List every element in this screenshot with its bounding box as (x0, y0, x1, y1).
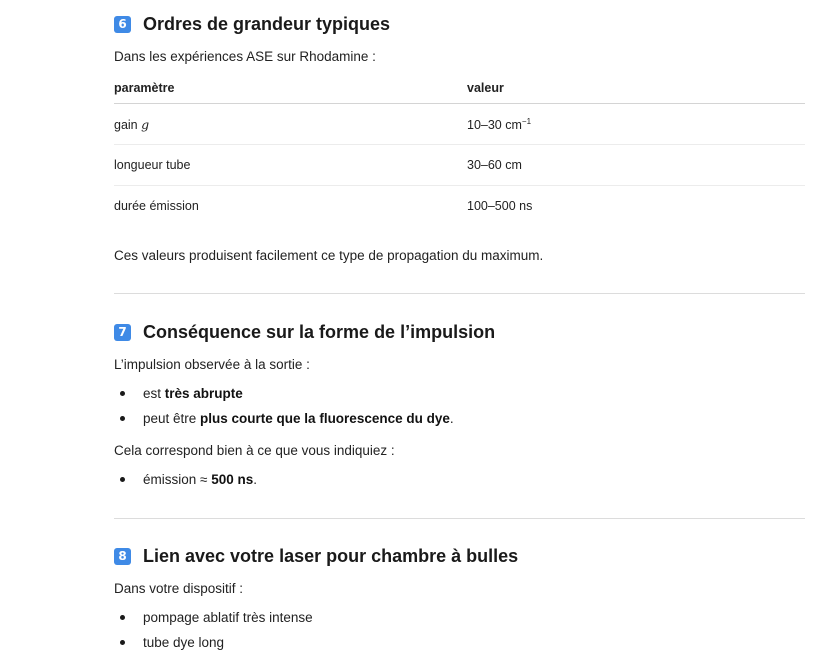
table-cell-value: 10–30 $cm^{-1}$ (467, 104, 805, 145)
section-6-outro: Ces valeurs produisent facilement ce type de propagation du maximum. (114, 248, 544, 263)
section-6-heading (114, 11, 390, 37)
list-item: peut être plus courte que la fluorescence du dye. (114, 406, 454, 431)
table-cell-value: 30–60 cm (467, 145, 805, 186)
section-6-intro: Dans les expériences ASE sur Rhodamine : (114, 49, 376, 64)
number-6-icon: 6 (114, 16, 131, 33)
section-8-title: Lien avec votre laser pour chambre à bulles (143, 545, 519, 566)
table-cell-param: longueur tube (114, 145, 467, 186)
section-7-bullet-list-2 (114, 467, 257, 492)
section-divider (114, 293, 805, 294)
table-header-param: paramètre (114, 73, 467, 104)
bullet-icon (120, 416, 125, 421)
table-row (114, 104, 805, 145)
bullet-icon (120, 640, 125, 645)
section-divider (114, 518, 805, 519)
section-7-intro: L’impulsion observée à la sortie : (114, 357, 310, 372)
section-7-middle: Cela correspond bien à ce que vous indiquiez : (114, 443, 395, 458)
section-7-title: Conséquence sur la forme de l’impulsion (143, 321, 496, 342)
table-header-row (114, 73, 805, 104)
number-7-icon: 7 (114, 324, 131, 341)
table-cell-param: durée émission (114, 199, 199, 213)
table-row (114, 186, 805, 227)
section-7-heading (114, 319, 495, 345)
number-8-icon: 8 (114, 548, 131, 565)
gain-variable: g (141, 116, 150, 132)
table-cell-param: gain g (114, 104, 467, 145)
table-header-value: valeur (467, 73, 805, 104)
params-table (114, 73, 805, 226)
table-cell-value: 100–500 ns (467, 199, 533, 213)
list-item: émission ≈ 500 ns. (114, 467, 257, 492)
section-6-title: Ordres de grandeur typiques (143, 13, 391, 34)
table-row (114, 145, 805, 186)
list-item: est très abrupte (114, 381, 454, 406)
section-7-bullet-list (114, 381, 454, 431)
bullet-icon (120, 477, 125, 482)
bullet-icon (120, 391, 125, 396)
section-8-intro: Dans votre dispositif : (114, 581, 244, 596)
bullet-icon (120, 615, 125, 620)
list-item: pompage ablatif très intense (114, 605, 313, 630)
section-8-bullet-list (114, 605, 313, 655)
params-table-wrapper (114, 73, 805, 226)
section-8-heading (114, 543, 518, 569)
list-item: tube dye long (114, 630, 313, 655)
